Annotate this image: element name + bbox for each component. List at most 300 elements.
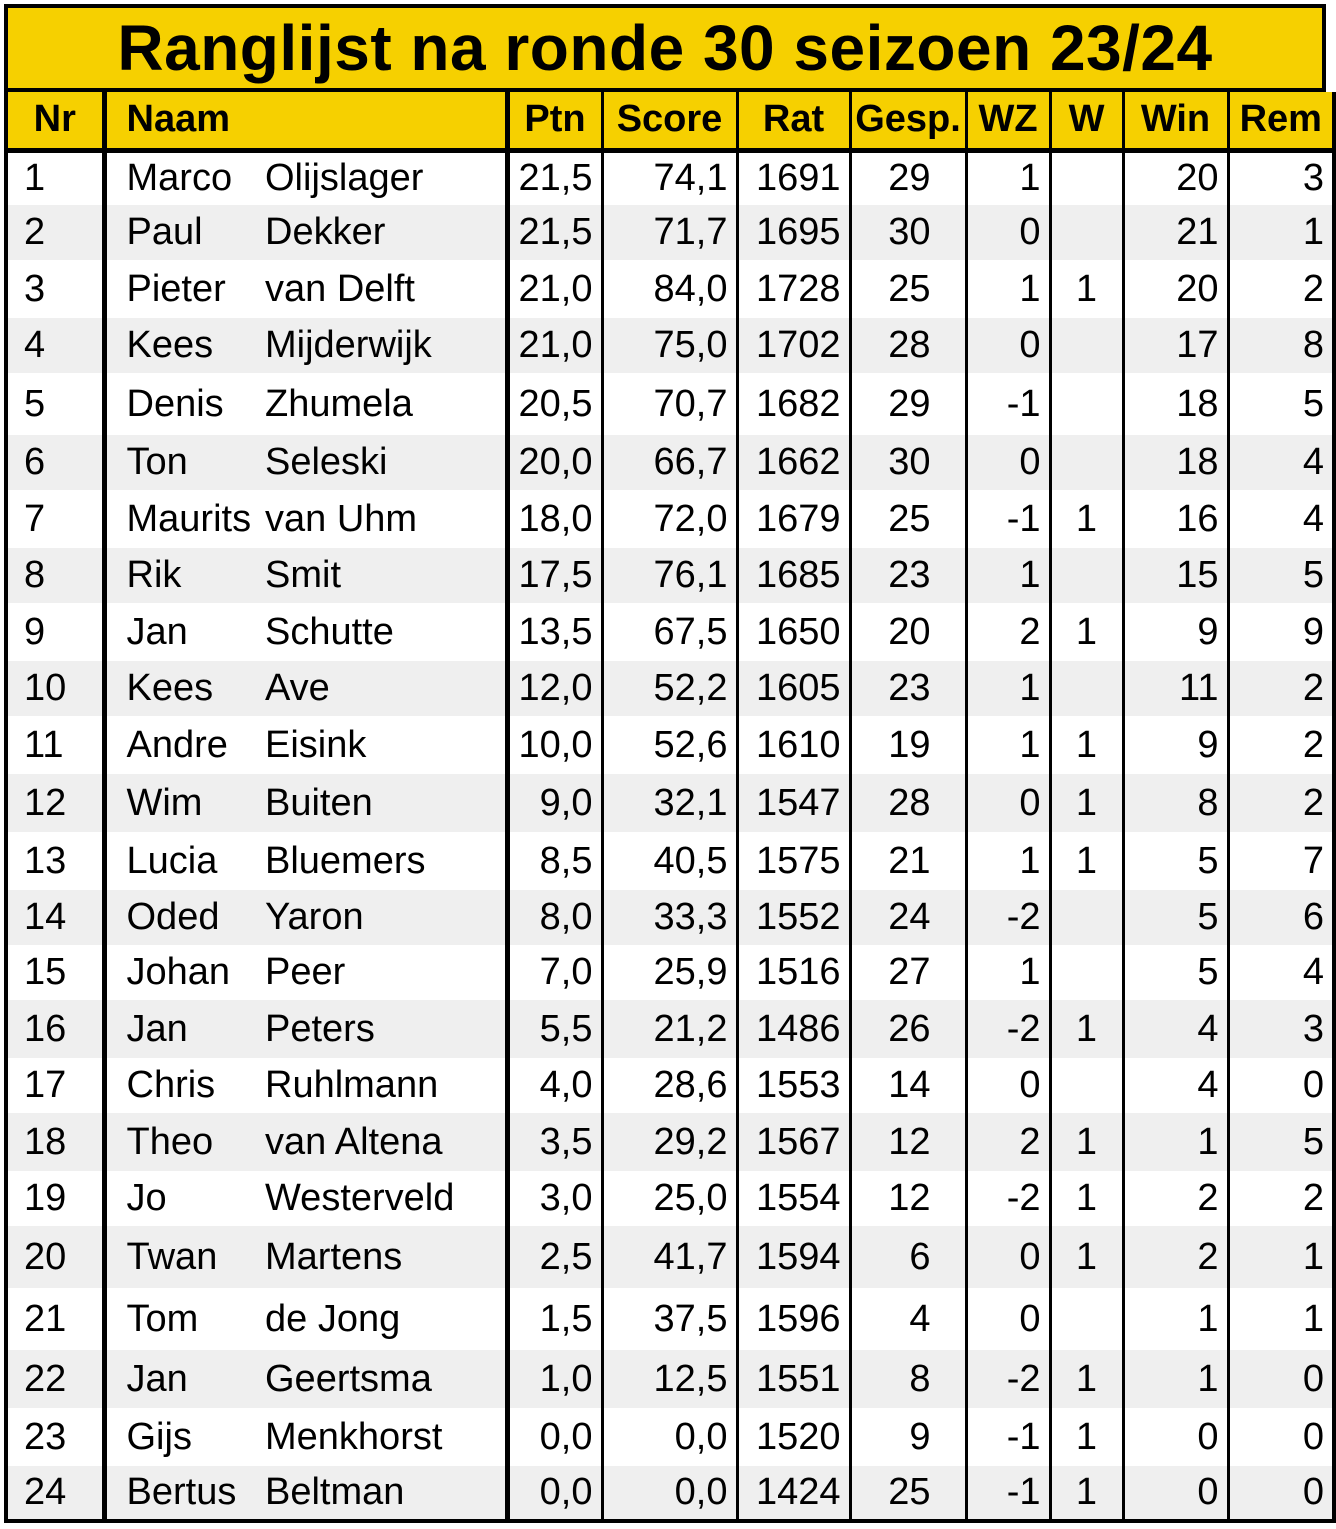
points-cell: 3,0 xyxy=(507,1171,602,1226)
points-cell: 8,0 xyxy=(507,890,602,945)
first-name-cell: Tom xyxy=(104,1288,261,1350)
points-cell: 5,5 xyxy=(507,1000,602,1058)
first-name-cell: Wim xyxy=(104,774,261,832)
table-row xyxy=(6,832,1334,890)
last-name-cell: Mijderwijk xyxy=(261,318,507,373)
points-cell: 3,5 xyxy=(507,1113,602,1171)
draws-cell: 1 xyxy=(1228,1288,1334,1350)
rank-cell: 5 xyxy=(6,373,104,435)
last-name-cell: Dekker xyxy=(261,205,507,260)
rank-cell: 13 xyxy=(6,832,104,890)
first-name-cell: Denis xyxy=(104,373,261,435)
rank-cell: 8 xyxy=(6,548,104,603)
draws-cell: 9 xyxy=(1228,603,1334,661)
wins-cell: 2 xyxy=(1123,1171,1228,1226)
draws-cell: 5 xyxy=(1228,1113,1334,1171)
points-cell: 4,0 xyxy=(507,1058,602,1113)
table-row xyxy=(6,1350,1334,1408)
first-name-cell: Lucia xyxy=(104,832,261,890)
score-cell: 29,2 xyxy=(602,1113,737,1171)
w-cell xyxy=(1050,205,1123,260)
table-row xyxy=(6,1466,1334,1521)
last-name-cell: Peer xyxy=(261,945,507,1000)
points-cell: 8,5 xyxy=(507,832,602,890)
points-cell: 21,5 xyxy=(507,205,602,260)
wins-cell: 0 xyxy=(1123,1408,1228,1466)
points-cell: 21,0 xyxy=(507,318,602,373)
wins-cell: 9 xyxy=(1123,716,1228,774)
games-played-cell: 25 xyxy=(850,490,966,548)
last-name-cell: Buiten xyxy=(261,774,507,832)
draws-cell: 4 xyxy=(1228,945,1334,1000)
last-name-cell: Seleski xyxy=(261,435,507,490)
w-cell xyxy=(1050,373,1123,435)
table-row xyxy=(6,1113,1334,1171)
last-name-cell: Beltman xyxy=(261,1466,507,1521)
w-cell xyxy=(1050,945,1123,1000)
draws-cell: 2 xyxy=(1228,260,1334,318)
wins-cell: 16 xyxy=(1123,490,1228,548)
rating-cell: 1553 xyxy=(737,1058,850,1113)
first-name-cell: Paul xyxy=(104,205,261,260)
score-cell: 76,1 xyxy=(602,548,737,603)
table-row xyxy=(6,205,1334,260)
wins-cell: 1 xyxy=(1123,1350,1228,1408)
rating-cell: 1702 xyxy=(737,318,850,373)
wz-cell: -2 xyxy=(966,1171,1050,1226)
table-row xyxy=(6,1171,1334,1226)
games-played-cell: 4 xyxy=(850,1288,966,1350)
games-played-cell: 28 xyxy=(850,318,966,373)
first-name-cell: Gijs xyxy=(104,1408,261,1466)
w-cell: 1 xyxy=(1050,1226,1123,1288)
score-cell: 25,0 xyxy=(602,1171,737,1226)
w-cell xyxy=(1050,548,1123,603)
rank-cell: 17 xyxy=(6,1058,104,1113)
wins-cell: 1 xyxy=(1123,1288,1228,1350)
rank-cell: 20 xyxy=(6,1226,104,1288)
wz-cell: 1 xyxy=(966,260,1050,318)
rank-cell: 2 xyxy=(6,205,104,260)
first-name-cell: Jo xyxy=(104,1171,261,1226)
score-cell: 21,2 xyxy=(602,1000,737,1058)
w-cell: 1 xyxy=(1050,603,1123,661)
last-name-cell: Zhumela xyxy=(261,373,507,435)
rating-cell: 1594 xyxy=(737,1226,850,1288)
score-cell: 72,0 xyxy=(602,490,737,548)
first-name-cell: Theo xyxy=(104,1113,261,1171)
draws-cell: 0 xyxy=(1228,1466,1334,1521)
score-cell: 52,2 xyxy=(602,661,737,716)
w-cell: 1 xyxy=(1050,1466,1123,1521)
draws-cell: 3 xyxy=(1228,1000,1334,1058)
last-name-cell: van Delft xyxy=(261,260,507,318)
rating-cell: 1610 xyxy=(737,716,850,774)
games-played-cell: 27 xyxy=(850,945,966,1000)
header-nr: Nr xyxy=(6,92,104,150)
draws-cell: 1 xyxy=(1228,205,1334,260)
draws-cell: 2 xyxy=(1228,1171,1334,1226)
rank-cell: 19 xyxy=(6,1171,104,1226)
first-name-cell: Johan xyxy=(104,945,261,1000)
rating-cell: 1695 xyxy=(737,205,850,260)
rating-cell: 1552 xyxy=(737,890,850,945)
table-row xyxy=(6,890,1334,945)
table-row xyxy=(6,548,1334,603)
first-name-cell: Maurits xyxy=(104,490,261,548)
table-row xyxy=(6,1288,1334,1350)
last-name-cell: Smit xyxy=(261,548,507,603)
wins-cell: 5 xyxy=(1123,890,1228,945)
score-cell: 32,1 xyxy=(602,774,737,832)
score-cell: 84,0 xyxy=(602,260,737,318)
games-played-cell: 25 xyxy=(850,260,966,318)
first-name-cell: Jan xyxy=(104,1350,261,1408)
rank-cell: 23 xyxy=(6,1408,104,1466)
first-name-cell: Jan xyxy=(104,1000,261,1058)
rank-cell: 21 xyxy=(6,1288,104,1350)
points-cell: 10,0 xyxy=(507,716,602,774)
w-cell: 1 xyxy=(1050,490,1123,548)
draws-cell: 2 xyxy=(1228,774,1334,832)
table-row xyxy=(6,1408,1334,1466)
wz-cell: 0 xyxy=(966,1288,1050,1350)
header-naam: Naam xyxy=(104,92,507,150)
wins-cell: 21 xyxy=(1123,205,1228,260)
wz-cell: 0 xyxy=(966,435,1050,490)
w-cell: 1 xyxy=(1050,1350,1123,1408)
points-cell: 12,0 xyxy=(507,661,602,716)
score-cell: 12,5 xyxy=(602,1350,737,1408)
last-name-cell: Peters xyxy=(261,1000,507,1058)
points-cell: 13,5 xyxy=(507,603,602,661)
rating-cell: 1682 xyxy=(737,373,850,435)
games-played-cell: 25 xyxy=(850,1466,966,1521)
header-score: Score xyxy=(602,92,737,150)
wz-cell: 2 xyxy=(966,603,1050,661)
wins-cell: 20 xyxy=(1123,260,1228,318)
wz-cell: 0 xyxy=(966,774,1050,832)
last-name-cell: Olijslager xyxy=(261,150,507,205)
rating-cell: 1728 xyxy=(737,260,850,318)
first-name-cell: Kees xyxy=(104,318,261,373)
rank-cell: 24 xyxy=(6,1466,104,1521)
table-row xyxy=(6,260,1334,318)
wz-cell: 1 xyxy=(966,832,1050,890)
points-cell: 20,5 xyxy=(507,373,602,435)
rank-cell: 9 xyxy=(6,603,104,661)
header-ptn: Ptn xyxy=(507,92,602,150)
points-cell: 1,0 xyxy=(507,1350,602,1408)
table-row xyxy=(6,603,1334,661)
header-wz: WZ xyxy=(966,92,1050,150)
rank-cell: 10 xyxy=(6,661,104,716)
points-cell: 1,5 xyxy=(507,1288,602,1350)
games-played-cell: 14 xyxy=(850,1058,966,1113)
last-name-cell: Ave xyxy=(261,661,507,716)
rating-cell: 1554 xyxy=(737,1171,850,1226)
w-cell xyxy=(1050,1288,1123,1350)
games-played-cell: 21 xyxy=(850,832,966,890)
rank-cell: 3 xyxy=(6,260,104,318)
wz-cell: 1 xyxy=(966,661,1050,716)
w-cell xyxy=(1050,150,1123,205)
w-cell: 1 xyxy=(1050,1113,1123,1171)
rank-cell: 15 xyxy=(6,945,104,1000)
rank-cell: 1 xyxy=(6,150,104,205)
table-row xyxy=(6,435,1334,490)
draws-cell: 4 xyxy=(1228,435,1334,490)
points-cell: 9,0 xyxy=(507,774,602,832)
wz-cell: -1 xyxy=(966,1466,1050,1521)
games-played-cell: 6 xyxy=(850,1226,966,1288)
draws-cell: 8 xyxy=(1228,318,1334,373)
score-cell: 70,7 xyxy=(602,373,737,435)
header-row xyxy=(6,92,1334,150)
points-cell: 2,5 xyxy=(507,1226,602,1288)
rating-cell: 1575 xyxy=(737,832,850,890)
first-name-cell: Bertus xyxy=(104,1466,261,1521)
rank-cell: 22 xyxy=(6,1350,104,1408)
score-cell: 28,6 xyxy=(602,1058,737,1113)
wins-cell: 4 xyxy=(1123,1058,1228,1113)
wz-cell: 1 xyxy=(966,150,1050,205)
games-played-cell: 26 xyxy=(850,1000,966,1058)
wins-cell: 18 xyxy=(1123,435,1228,490)
draws-cell: 6 xyxy=(1228,890,1334,945)
points-cell: 21,5 xyxy=(507,150,602,205)
score-cell: 71,7 xyxy=(602,205,737,260)
wz-cell: -1 xyxy=(966,373,1050,435)
wins-cell: 5 xyxy=(1123,832,1228,890)
w-cell xyxy=(1050,1058,1123,1113)
w-cell xyxy=(1050,661,1123,716)
games-played-cell: 8 xyxy=(850,1350,966,1408)
first-name-cell: Ton xyxy=(104,435,261,490)
wz-cell: -2 xyxy=(966,890,1050,945)
ranking-table xyxy=(4,92,1336,1523)
last-name-cell: Ruhlmann xyxy=(261,1058,507,1113)
first-name-cell: Chris xyxy=(104,1058,261,1113)
rating-cell: 1567 xyxy=(737,1113,850,1171)
score-cell: 75,0 xyxy=(602,318,737,373)
draws-cell: 1 xyxy=(1228,1226,1334,1288)
draws-cell: 0 xyxy=(1228,1058,1334,1113)
first-name-cell: Marco xyxy=(104,150,261,205)
score-cell: 0,0 xyxy=(602,1408,737,1466)
games-played-cell: 30 xyxy=(850,435,966,490)
draws-cell: 5 xyxy=(1228,548,1334,603)
draws-cell: 2 xyxy=(1228,716,1334,774)
w-cell: 1 xyxy=(1050,1000,1123,1058)
wins-cell: 11 xyxy=(1123,661,1228,716)
wins-cell: 18 xyxy=(1123,373,1228,435)
w-cell: 1 xyxy=(1050,774,1123,832)
games-played-cell: 29 xyxy=(850,150,966,205)
wz-cell: 0 xyxy=(966,1226,1050,1288)
wins-cell: 4 xyxy=(1123,1000,1228,1058)
header-w: W xyxy=(1050,92,1123,150)
wz-cell: 1 xyxy=(966,716,1050,774)
page-title: Ranglijst na ronde 30 seizoen 23/24 xyxy=(4,4,1326,92)
wins-cell: 17 xyxy=(1123,318,1228,373)
w-cell: 1 xyxy=(1050,716,1123,774)
table-row xyxy=(6,490,1334,548)
wz-cell: 2 xyxy=(966,1113,1050,1171)
rating-cell: 1691 xyxy=(737,150,850,205)
first-name-cell: Twan xyxy=(104,1226,261,1288)
last-name-cell: van Uhm xyxy=(261,490,507,548)
rating-cell: 1551 xyxy=(737,1350,850,1408)
score-cell: 25,9 xyxy=(602,945,737,1000)
wins-cell: 2 xyxy=(1123,1226,1228,1288)
table-row xyxy=(6,150,1334,205)
games-played-cell: 29 xyxy=(850,373,966,435)
w-cell: 1 xyxy=(1050,832,1123,890)
wins-cell: 8 xyxy=(1123,774,1228,832)
rating-cell: 1520 xyxy=(737,1408,850,1466)
score-cell: 66,7 xyxy=(602,435,737,490)
rating-cell: 1605 xyxy=(737,661,850,716)
wz-cell: 1 xyxy=(966,548,1050,603)
score-cell: 40,5 xyxy=(602,832,737,890)
points-cell: 17,5 xyxy=(507,548,602,603)
table-row xyxy=(6,1226,1334,1288)
points-cell: 20,0 xyxy=(507,435,602,490)
rating-cell: 1547 xyxy=(737,774,850,832)
rating-cell: 1662 xyxy=(737,435,850,490)
wz-cell: -1 xyxy=(966,1408,1050,1466)
wins-cell: 15 xyxy=(1123,548,1228,603)
rating-cell: 1685 xyxy=(737,548,850,603)
score-cell: 33,3 xyxy=(602,890,737,945)
table-row xyxy=(6,373,1334,435)
games-played-cell: 19 xyxy=(850,716,966,774)
wins-cell: 1 xyxy=(1123,1113,1228,1171)
wins-cell: 0 xyxy=(1123,1466,1228,1521)
wins-cell: 5 xyxy=(1123,945,1228,1000)
table-row xyxy=(6,661,1334,716)
first-name-cell: Andre xyxy=(104,716,261,774)
w-cell: 1 xyxy=(1050,1171,1123,1226)
last-name-cell: Menkhorst xyxy=(261,1408,507,1466)
w-cell: 1 xyxy=(1050,260,1123,318)
table-row xyxy=(6,318,1334,373)
table-row xyxy=(6,774,1334,832)
last-name-cell: Eisink xyxy=(261,716,507,774)
last-name-cell: Westerveld xyxy=(261,1171,507,1226)
wz-cell: -2 xyxy=(966,1350,1050,1408)
header-rem: Rem xyxy=(1228,92,1334,150)
last-name-cell: Schutte xyxy=(261,603,507,661)
first-name-cell: Kees xyxy=(104,661,261,716)
wz-cell: -2 xyxy=(966,1000,1050,1058)
last-name-cell: van Altena xyxy=(261,1113,507,1171)
points-cell: 18,0 xyxy=(507,490,602,548)
score-cell: 74,1 xyxy=(602,150,737,205)
points-cell: 7,0 xyxy=(507,945,602,1000)
wins-cell: 9 xyxy=(1123,603,1228,661)
games-played-cell: 24 xyxy=(850,890,966,945)
last-name-cell: Geertsma xyxy=(261,1350,507,1408)
last-name-cell: Yaron xyxy=(261,890,507,945)
draws-cell: 0 xyxy=(1228,1350,1334,1408)
header-win: Win xyxy=(1123,92,1228,150)
last-name-cell: de Jong xyxy=(261,1288,507,1350)
points-cell: 21,0 xyxy=(507,260,602,318)
w-cell xyxy=(1050,435,1123,490)
wz-cell: 0 xyxy=(966,1058,1050,1113)
rank-cell: 4 xyxy=(6,318,104,373)
ranking-body xyxy=(6,150,1334,1521)
games-played-cell: 20 xyxy=(850,603,966,661)
rating-cell: 1424 xyxy=(737,1466,850,1521)
first-name-cell: Oded xyxy=(104,890,261,945)
first-name-cell: Pieter xyxy=(104,260,261,318)
table-row xyxy=(6,945,1334,1000)
draws-cell: 4 xyxy=(1228,490,1334,548)
rank-cell: 18 xyxy=(6,1113,104,1171)
rating-cell: 1650 xyxy=(737,603,850,661)
games-played-cell: 23 xyxy=(850,548,966,603)
rating-cell: 1516 xyxy=(737,945,850,1000)
score-cell: 37,5 xyxy=(602,1288,737,1350)
wz-cell: 0 xyxy=(966,205,1050,260)
draws-cell: 7 xyxy=(1228,832,1334,890)
draws-cell: 3 xyxy=(1228,150,1334,205)
w-cell xyxy=(1050,318,1123,373)
last-name-cell: Bluemers xyxy=(261,832,507,890)
games-played-cell: 28 xyxy=(850,774,966,832)
games-played-cell: 23 xyxy=(850,661,966,716)
wz-cell: 0 xyxy=(966,318,1050,373)
games-played-cell: 12 xyxy=(850,1171,966,1226)
w-cell: 1 xyxy=(1050,1408,1123,1466)
score-cell: 0,0 xyxy=(602,1466,737,1521)
score-cell: 67,5 xyxy=(602,603,737,661)
header-rat: Rat xyxy=(737,92,850,150)
header-gesp: Gesp. xyxy=(850,92,966,150)
rank-cell: 12 xyxy=(6,774,104,832)
rating-cell: 1596 xyxy=(737,1288,850,1350)
draws-cell: 0 xyxy=(1228,1408,1334,1466)
draws-cell: 5 xyxy=(1228,373,1334,435)
last-name-cell: Martens xyxy=(261,1226,507,1288)
wins-cell: 20 xyxy=(1123,150,1228,205)
rank-cell: 14 xyxy=(6,890,104,945)
rank-cell: 7 xyxy=(6,490,104,548)
rank-cell: 16 xyxy=(6,1000,104,1058)
wz-cell: 1 xyxy=(966,945,1050,1000)
table-row xyxy=(6,1058,1334,1113)
first-name-cell: Rik xyxy=(104,548,261,603)
rank-cell: 11 xyxy=(6,716,104,774)
rating-cell: 1679 xyxy=(737,490,850,548)
w-cell xyxy=(1050,890,1123,945)
games-played-cell: 9 xyxy=(850,1408,966,1466)
table-row xyxy=(6,1000,1334,1058)
rating-cell: 1486 xyxy=(737,1000,850,1058)
score-cell: 52,6 xyxy=(602,716,737,774)
first-name-cell: Jan xyxy=(104,603,261,661)
points-cell: 0,0 xyxy=(507,1408,602,1466)
games-played-cell: 30 xyxy=(850,205,966,260)
draws-cell: 2 xyxy=(1228,661,1334,716)
rank-cell: 6 xyxy=(6,435,104,490)
games-played-cell: 12 xyxy=(850,1113,966,1171)
score-cell: 41,7 xyxy=(602,1226,737,1288)
table-row xyxy=(6,716,1334,774)
